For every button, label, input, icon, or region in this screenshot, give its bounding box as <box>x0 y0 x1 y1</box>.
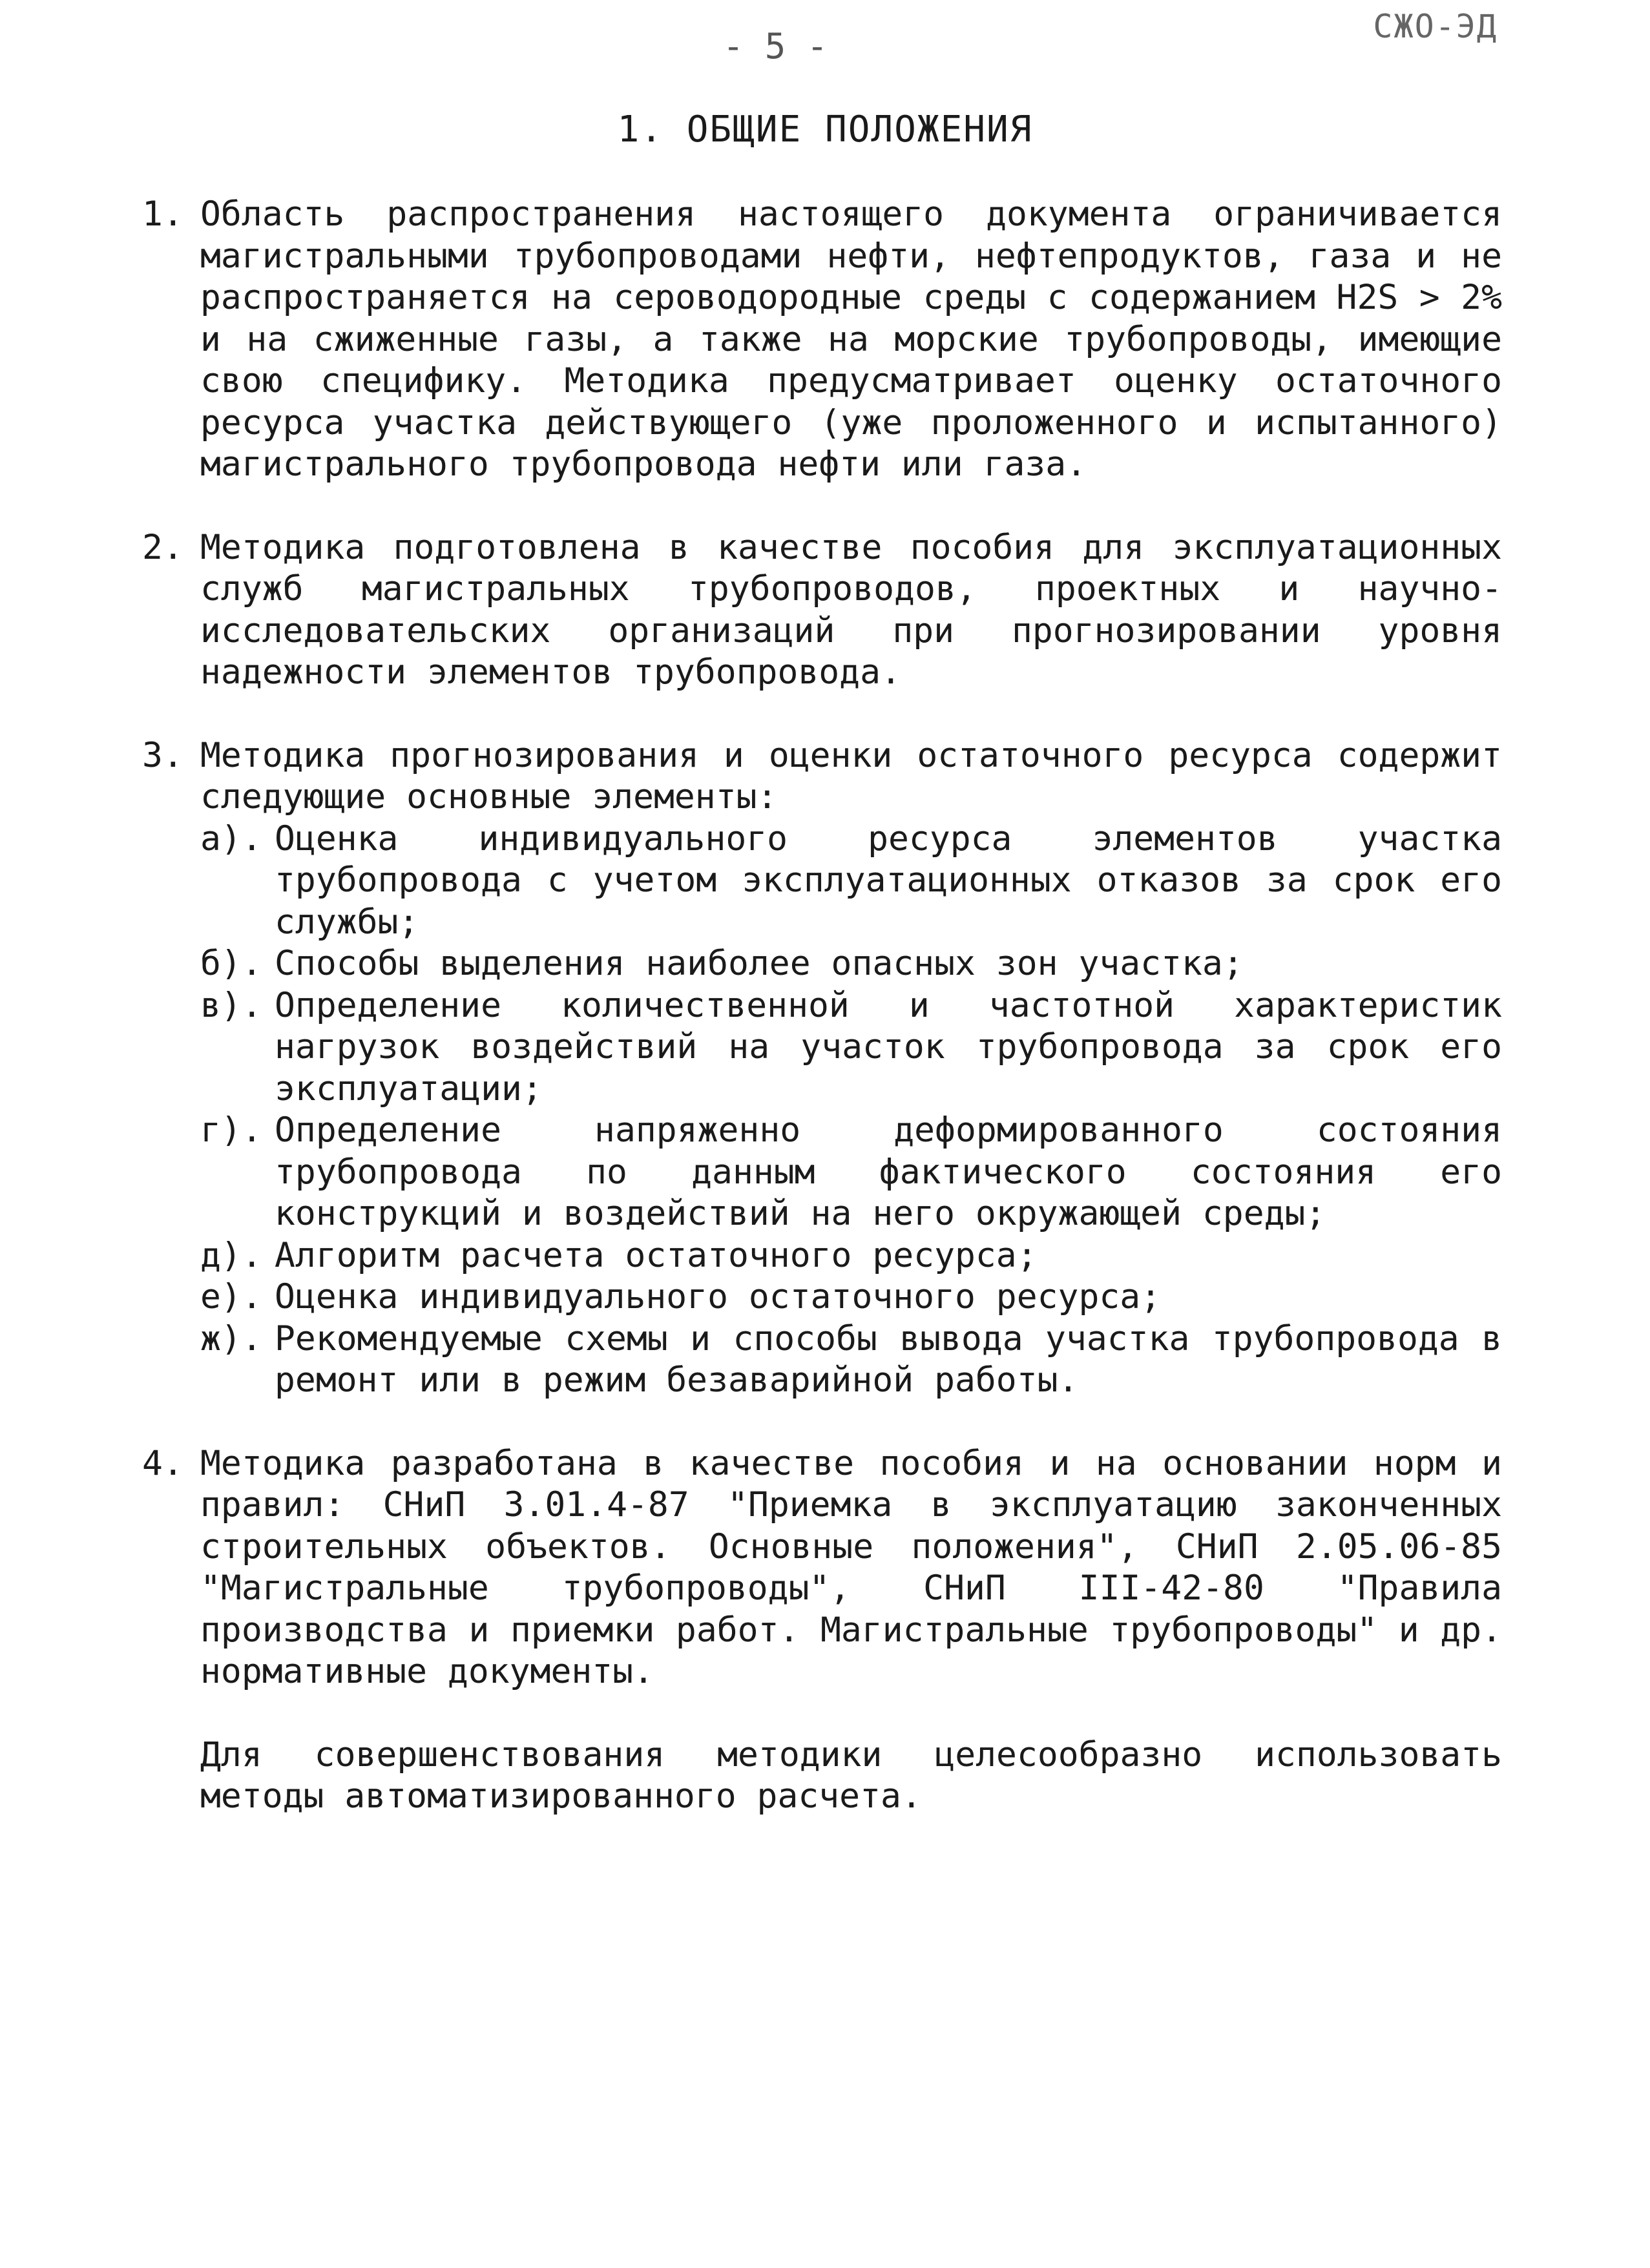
list-item-text: Оценка индивидуального остаточного ресурса; <box>275 1277 1162 1316</box>
list-item-text: Оценка индивидуального ресурса элементов участка трубопровода с учетом эксплуатационных отказов за срок его службы; <box>275 818 1502 942</box>
list-item-letter: д). <box>200 1235 262 1275</box>
list-item-letter: е). <box>200 1277 262 1316</box>
list-item <box>200 1235 1502 1277</box>
section-title: 1. ОБЩИЕ ПОЛОЖЕНИЯ <box>617 109 1033 151</box>
paragraph-3 <box>139 735 1502 1402</box>
list-item <box>200 985 1502 1110</box>
list-item <box>200 943 1502 985</box>
paragraph-number: 1. <box>142 194 183 234</box>
list-item <box>200 1276 1502 1318</box>
paragraph-number: 2. <box>142 527 183 567</box>
paragraph-text: Методика прогнозирования и оценки остаточного ресурса содержит следующие основные элементы: <box>200 735 1502 817</box>
list-item-text: Рекомендуемые схемы и способы вывода участка трубопровода в ремонт или в режим безаварийной работы. <box>275 1318 1502 1400</box>
closing-text: Для совершенствования методики целесообразно использовать методы автоматизированного расчета. <box>200 1734 1502 1816</box>
paragraph-number: 3. <box>142 735 183 775</box>
paragraph-2 <box>139 527 1502 694</box>
list-item-letter: в). <box>200 985 262 1025</box>
paragraph-number: 4. <box>142 1443 183 1483</box>
list-item-letter: г). <box>200 1110 262 1150</box>
paragraph-text: Методика разработана в качестве пособия и на основании норм и правил: СНиП 3.01.4-87 "Приемка в эксплуатацию законченных строительных объектов. Основные положения", СНиП 2.05.06-85 "Магистральные трубопроводы", СНиП III-42-80 "Правила производства и приемки работ. Магистральные трубопроводы" и др. нормативные документы. <box>200 1443 1502 1691</box>
list-item-text: Алгоритм расчета остаточного ресурса; <box>275 1235 1038 1275</box>
closing-paragraph <box>139 1734 1502 1818</box>
paragraph-1 <box>139 194 1502 486</box>
paragraph-text: Область распространения настоящего документа ограничивается магистральными трубопроводами нефти, нефтепродуктов, газа и не распространяется на сероводородные среды с содержанием H2S > 2% и на сжиженные газы, а также на морские трубопроводы, имеющие свою специфику. Методика предусматривает оценку остаточного ресурса участка действующего (уже проложенного и испытанного) магистрального трубопровода нефти или газа. <box>200 194 1502 484</box>
list-item-text: Определение количественной и частотной характеристик нагрузок воздействий на участок трубопровода за срок его эксплуатации; <box>275 985 1502 1108</box>
list-item-text: Определение напряженно деформированного состояния трубопровода по данным фактического состояния его конструкций и воздействий на него окружающей среды; <box>275 1110 1502 1233</box>
list-item-text: Способы выделения наиболее опасных зон участка; <box>275 944 1244 983</box>
list-item-letter: ж). <box>200 1318 262 1358</box>
elements-list <box>200 818 1502 1402</box>
paragraph-4 <box>139 1443 1502 1693</box>
list-item <box>200 818 1502 944</box>
page-number: - 5 - <box>722 26 828 67</box>
paragraph-text: Методика подготовлена в качестве пособия для эксплуатационных служб магистральных трубопроводов, проектных и научно-исследовательских организаций при прогнозировании уровня надежности элементов трубопровода. <box>200 527 1502 692</box>
document-code: СЖО-ЭД <box>1373 8 1498 45</box>
list-item <box>200 1110 1502 1235</box>
list-item-letter: а). <box>200 818 262 858</box>
list-item <box>200 1318 1502 1402</box>
list-item-letter: б). <box>200 944 262 983</box>
document-body <box>139 194 1502 1818</box>
